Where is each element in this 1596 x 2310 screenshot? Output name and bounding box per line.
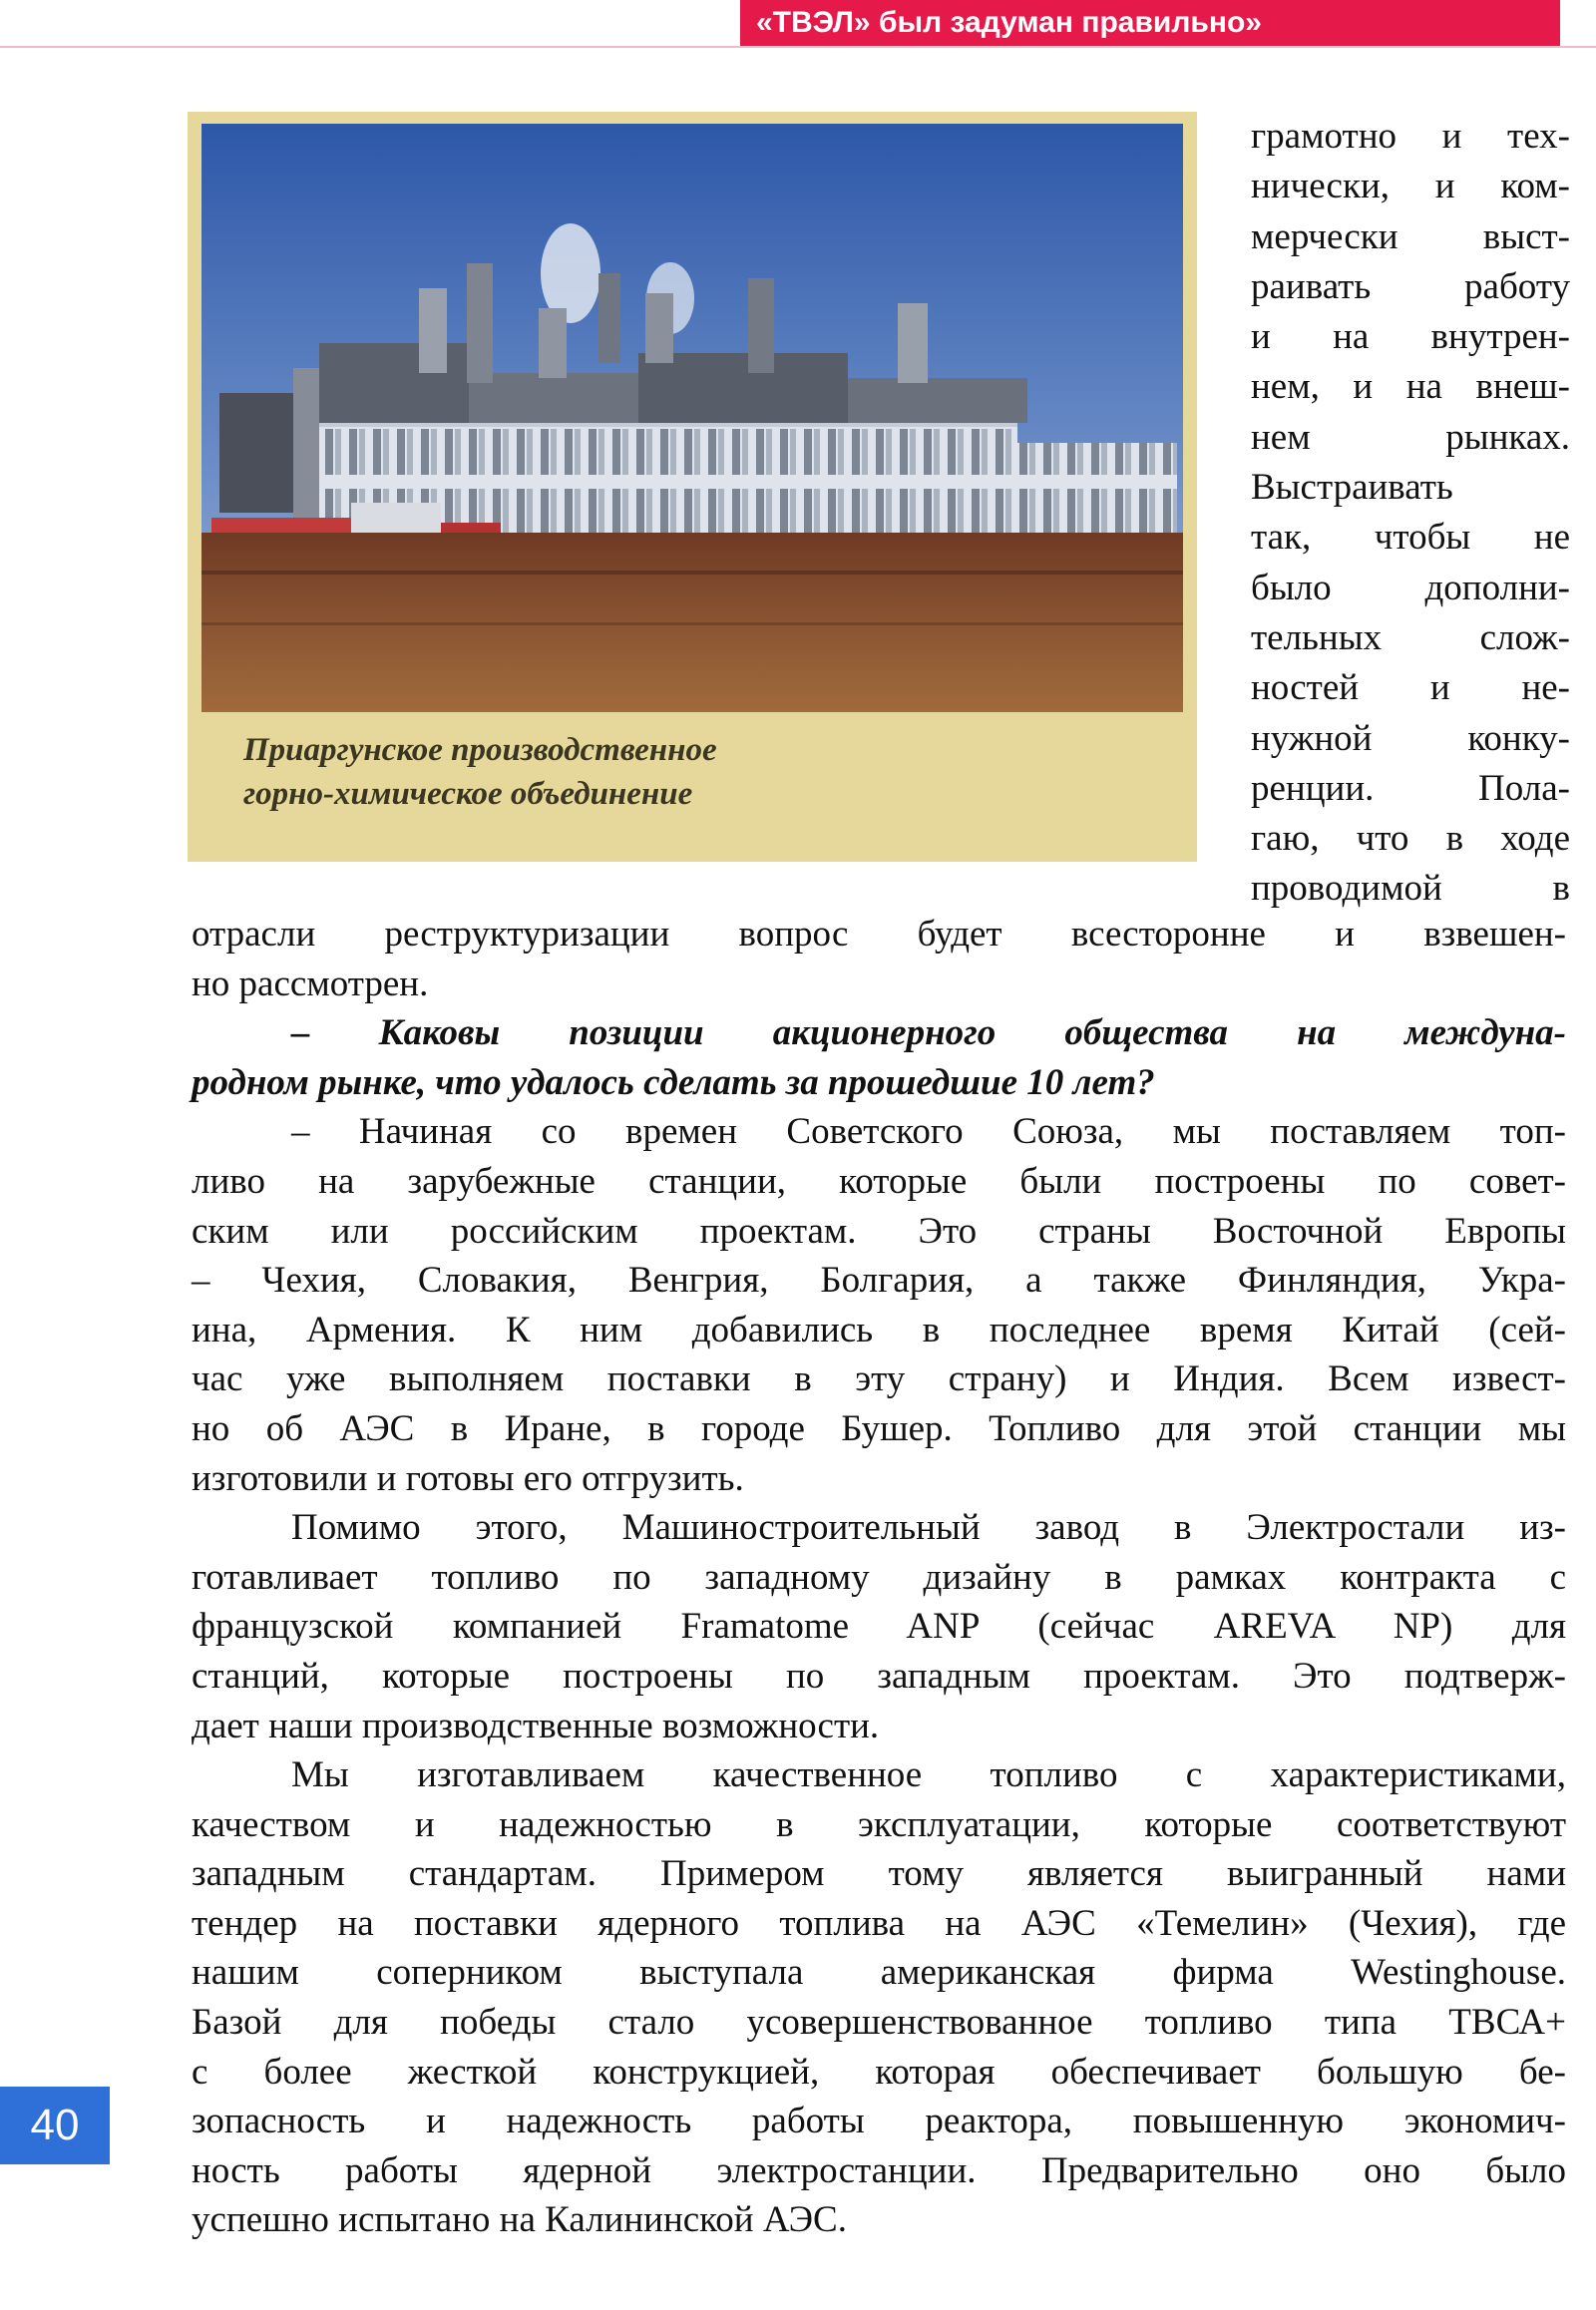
industrial-plant-photo: [201, 124, 1183, 712]
text-line: грамотно и тех-: [1251, 116, 1570, 157]
interview-question-line: – Каковы позиции акционерного общества на междуна-: [291, 1012, 1566, 1054]
text-line: час уже выполняем поставки в эту страну) и Индия. Всем извест-: [192, 1358, 1566, 1400]
text-line: было дополни-: [1251, 567, 1570, 608]
figure: [188, 112, 1197, 862]
text-line: Выстраивать: [1251, 467, 1453, 509]
text-line: нашим соперником выступала американская фирма Westinghouse.: [192, 1952, 1566, 1994]
text-line: зопасность и надежность работы реактора, повышенную экономич-: [192, 2101, 1566, 2142]
main-body-text: [192, 910, 1566, 2245]
text-line: изготовили и готовы его отгрузить.: [192, 1457, 744, 1499]
text-line: западным стандартам. Примером тому является выигранный нами: [192, 1853, 1566, 1895]
text-line: и на внутрен-: [1251, 316, 1570, 358]
text-line: раивать работу: [1251, 265, 1570, 307]
side-column-text: [1251, 112, 1570, 915]
text-line: успешно испытано на Калининской АЭС.: [192, 2199, 847, 2241]
text-line: отрасли реструктуризации вопрос будет всесторонне и взвешен-: [192, 914, 1566, 955]
caption-line: Приаргунское производственное: [243, 732, 717, 768]
text-line: ским или российским проектам. Это страны Восточной Европы: [192, 1210, 1566, 1252]
text-line: проводимой в: [1251, 868, 1570, 910]
text-line: гаю, что в ходе: [1251, 818, 1570, 860]
text-line: тендер на поставки ядерного топлива на АЭС «Темелин» (Чехия), где: [192, 1902, 1566, 1944]
text-line: Помимо этого, Машиностроительный завод в Электростали из-: [291, 1507, 1566, 1549]
text-line: нем, и на внеш-: [1251, 366, 1570, 408]
interview-question-line: родном рынке, что удалось сделать за прошедшие 10 лет?: [192, 1061, 1155, 1103]
running-header: «ТВЭЛ» был задуман правильно»: [740, 0, 1560, 46]
text-line: мерчески выст-: [1251, 215, 1570, 257]
text-line: нем рынках.: [1251, 416, 1570, 458]
text-line: но рассмотрен.: [192, 962, 429, 1004]
text-line: нужной конку-: [1251, 717, 1570, 759]
text-line: – Начиная со времен Советского Союза, мы поставляем топ-: [291, 1111, 1566, 1153]
text-line: нически, и ком-: [1251, 166, 1570, 207]
text-line: тельных слож-: [1251, 616, 1570, 658]
page-number: 40: [0, 2087, 110, 2164]
text-line: качеством и надежностью в эксплуатации, которые соответствуют: [192, 1803, 1566, 1845]
text-line: Мы изготавливаем качественное топливо с характеристиками,: [291, 1754, 1566, 1796]
text-line: ина, Армения. К ним добавились в последнее время Китай (сей-: [192, 1309, 1566, 1350]
text-line: станций, которые построены по западным проектам. Это подтверж-: [192, 1655, 1566, 1697]
figure-caption: [243, 728, 1161, 816]
text-line: с более жесткой конструкцией, которая обеспечивает большую бе-: [192, 2051, 1566, 2093]
text-line: – Чехия, Словакия, Венгрия, Болгария, а также Финляндия, Укра-: [192, 1260, 1566, 1302]
text-line: готавливает топливо по западному дизайну в рамках контракта с: [192, 1556, 1566, 1598]
text-line: ность работы ядерной электростанции. Предварительно оно было: [192, 2149, 1566, 2191]
text-line: но об АЭС в Иране, в городе Бушер. Топливо для этой станции мы: [192, 1407, 1566, 1449]
text-line: ностей и не-: [1251, 667, 1570, 709]
text-line: Базой для победы стало усовершенствованное топливо типа ТВСА+: [192, 2002, 1566, 2044]
text-line: французской компанией Framatome ANP (сейчас AREVA NP) для: [192, 1606, 1566, 1648]
text-line: ренции. Пола-: [1251, 767, 1570, 809]
text-line: так, чтобы не: [1251, 517, 1570, 559]
text-line: ливо на зарубежные станции, которые были построены по совет-: [192, 1160, 1566, 1202]
caption-line: горно-химическое объединение: [243, 776, 693, 812]
header-rule: [0, 46, 1596, 48]
text-line: дает наши производственные возможности.: [192, 1705, 880, 1746]
